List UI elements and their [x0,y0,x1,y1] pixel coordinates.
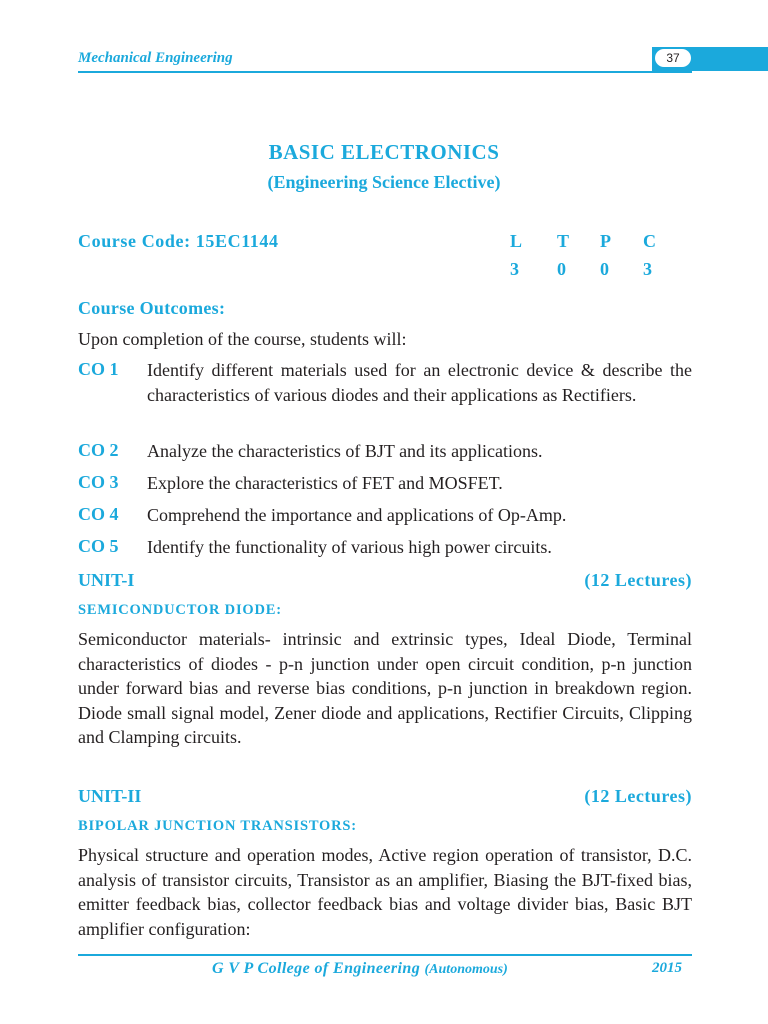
footer-rule [78,954,692,956]
co-text: Identify the functionality of various high power circuits. [147,537,552,557]
unit-subtitle: SEMICONDUCTOR DIODE: [78,602,282,618]
unit-lectures: (12 Lectures) [584,570,692,590]
footer-year: 2015 [652,960,682,976]
ltpc-header-c: C [643,231,656,251]
header-rule [78,71,692,73]
co-text: Comprehend the importance and applications of Op-Amp. [147,505,567,525]
unit-lectures: (12 Lectures) [584,786,692,806]
page-number: 37 [655,49,691,67]
ltpc-header-l: L [510,231,523,251]
co-id: CO 4 [78,504,119,524]
course-code: Course Code: 15EC1144 [78,231,279,251]
ltpc-value-p: 0 [600,259,609,279]
ltpc-header-p: P [600,231,611,251]
unit-content: Semiconductor materials- intrinsic and extrinsic types, Ideal Diode, Terminal characteristics of diodes - p-n junction under open circuit condition, p-n junction under forward bias and reverse bias conditions, p-n junction in breakdown region. Diode small signal model, Zener diode and applications, Rectifier Circuits, Clipping and Clamping circuits. [78,629,692,747]
footer-college-name: G V P College of Engineering [212,960,421,977]
footer-college [212,960,508,978]
co-id: CO 1 [78,359,119,379]
co-text: Explore the characteristics of FET and MOSFET. [147,473,503,493]
co-id: CO 3 [78,472,119,492]
co-id: CO 5 [78,536,119,556]
co-id: CO 2 [78,440,119,460]
unit-title: UNIT-II [78,786,142,806]
outcomes-heading: Course Outcomes: [78,298,226,318]
ltpc-header-t: T [557,231,570,251]
footer-autonomous: (Autonomous) [424,962,508,977]
ltpc-value-l: 3 [510,259,519,279]
unit-content: Physical structure and operation modes, Active region operation of transistor, D.C. analysis of transistor circuits, Transistor as an amplifier, Biasing the BJT-fixed bias, emitter feedback bias, collector feedback bias and voltage divider bias, Basic BJT amplifier configuration: [78,845,692,939]
co-text: Analyze the characteristics of BJT and its applications. [147,441,543,461]
ltpc-value-t: 0 [557,259,566,279]
course-title: BASIC ELECTRONICS [268,140,500,164]
unit-subtitle: BIPOLAR JUNCTION TRANSISTORS: [78,818,357,834]
ltpc-value-c: 3 [643,259,652,279]
outcomes-intro: Upon completion of the course, students will: [78,329,407,349]
co-text: Identify different materials used for an electronic device & describe the characteristics of various diodes and their applications as Rectifiers. [147,360,692,405]
header-section-title: Mechanical Engineering [78,50,233,66]
unit-title: UNIT-I [78,570,135,590]
course-subtitle: (Engineering Science Elective) [267,172,501,192]
